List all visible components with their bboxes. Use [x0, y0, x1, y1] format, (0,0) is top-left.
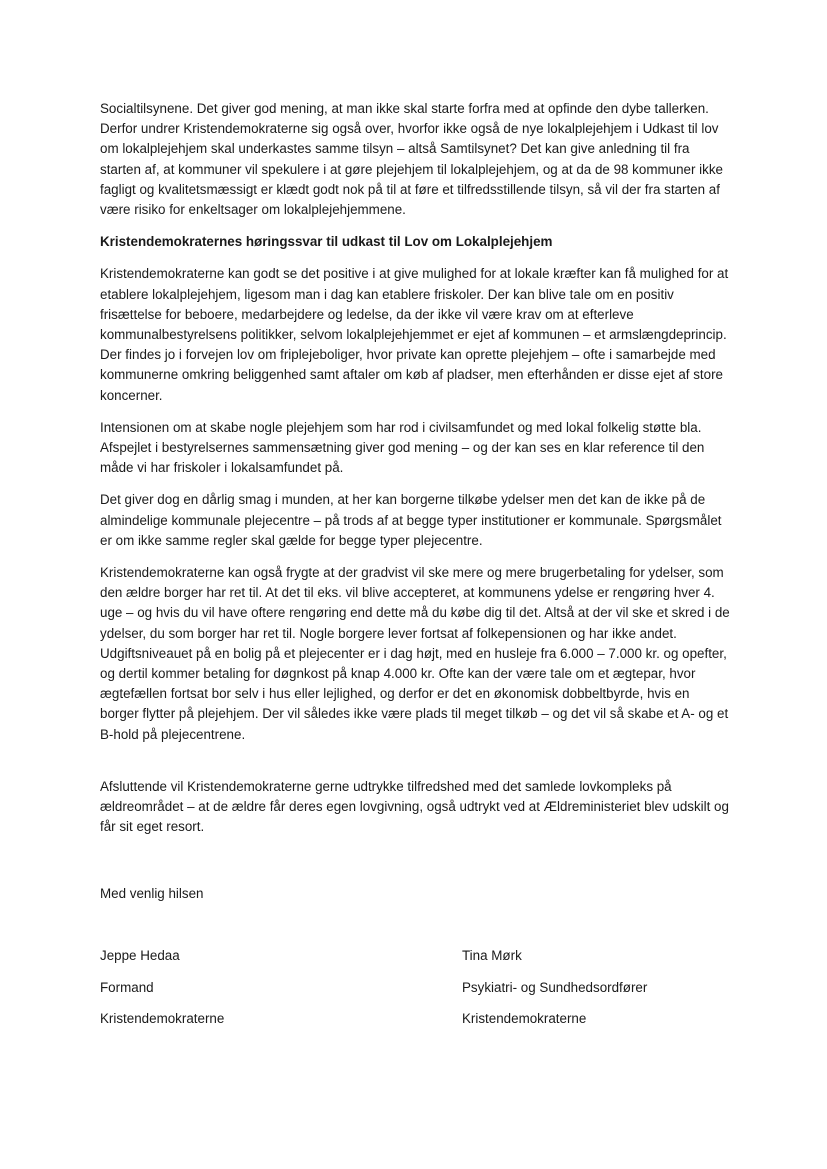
signature-role: Formand: [100, 979, 154, 995]
paragraph-tilsyn: Socialtilsynene. Det giver god mening, at man ikke skal starte forfra med at opfinde den dybe tallerken. Derfor undrer Kristendemokraterne sig også over, hvorfor ikke også de nye lokalplejehjem i Udkast til lov om lokalplejehjem skal underkastes samme tilsyn – altså Samtilsynet? Det kan give anledning til fra starten af, at kommuner vil spekulere i at gøre plejehjem til lokalplejehjem, og at da de 98 kommuner ikke fagligt og kvalitetsmæssigt er klædt godt nok på til at føre et tilfredsstillende tilsyn, så vil der fra starten af være risiko for enkeltsager om lokalplejehjemmene.: [100, 101, 723, 218]
signature-role: Psykiatri- og Sundhedsordfører: [462, 979, 648, 995]
signature-right: [462, 946, 647, 1041]
signature-party: Kristendemokraterne: [100, 1011, 225, 1026]
signature-party: Kristendemokraterne: [462, 1011, 587, 1026]
paragraph-intention: Intensionen om at skabe nogle plejehjem som har rod i civilsamfundet og med lokal folkelig støtte bla. Afspejlet i bestyrelsernes sammensætning giver god mening – og der kan ses en klar reference til den måde vi har friskoler i lokalsamfundet på.: [100, 419, 705, 476]
signature-left: [100, 946, 224, 1041]
document-body: [100, 99, 730, 850]
paragraph-bad-taste: Det giver dog en dårlig smag i munden, at her kan borgerne tilkøbe ydelser men det kan de ikke på de almindelige kommunale plejecentre – på trods af at begge typer institutioner er kommunale. Spørgsmålet er om ikke samme regler skal gælde for begge typer plejecentre.: [100, 492, 722, 548]
greeting: Med venlig hilsen: [100, 886, 204, 901]
signature-name: Jeppe Hedaa: [100, 948, 180, 963]
paragraph-user-payment: Kristendemokraterne kan også frygte at der gradvist vil ske mere og mere brugerbetaling for ydelser, som den ældre borger har ret til. At det til eks. vil blive accepteret, at kommunens ydelse er rengøring hver 4. uge – og hvis du vil have oftere rengøring end dette må du købe dig til det. Altså at der vil ske et skred i de ydelser, du som borger har ret til. Nogle borgere lever fortsat af folkepensionen og har ikke andet. Udgiftsniveauet på en bolig på et plejecenter er i dag højt, med en husleje fra 6.000 – 7.000 kr. og opefter, og dertil kommer betaling for døgnkost på knap 4.000 kr. Ofte kan der være tale om et ægtepar, hvor ægtefællen fortsat bor selv i hus eller lejlighed, og derfor er det en økonomisk dobbeltbyrde, hvis en borger flytter på plejehjem. Der vil således ikke være plads til meget tilkøb – og det vil så skabe et A- og et B-hold på plejecentrene.: [100, 565, 730, 742]
paragraph-positive: Kristendemokraterne kan godt se det positive i at give mulighed for at lokale kræfter kan få mulighed for at etablere lokalplejehjem, ligesom man i dag kan etablere friskoler. Der kan blive tale om en positiv frisættelse for beboere, medarbejdere og ledelse, da der ikke vil være krav om at efterleve kommunalbestyrelsens politikker, selvom lokalplejehjemmet er ejet af kommunen – et armslængdeprincip. Der findes jo i forvejen lov om friplejeboliger, hvor private kan oprette plejehjem – ofte i samarbejde med kommunerne omkring beliggenhed samt aftaler om køb af pladser, men efterhånden er disse ejet af store koncerner.: [100, 266, 729, 403]
signature-name: Tina Mørk: [462, 948, 522, 963]
section-heading: Kristendemokraternes høringssvar til udkast til Lov om Lokalplejehjem: [100, 234, 553, 250]
paragraph-closing: Afsluttende vil Kristendemokraterne gerne udtrykke tilfredshed med det samlede lovkompleks på ældreområdet – at de ældre får deres egen lovgivning, også udtrykt ved at Ældreministeriet blev udskilt og får sit eget resort.: [100, 778, 729, 835]
